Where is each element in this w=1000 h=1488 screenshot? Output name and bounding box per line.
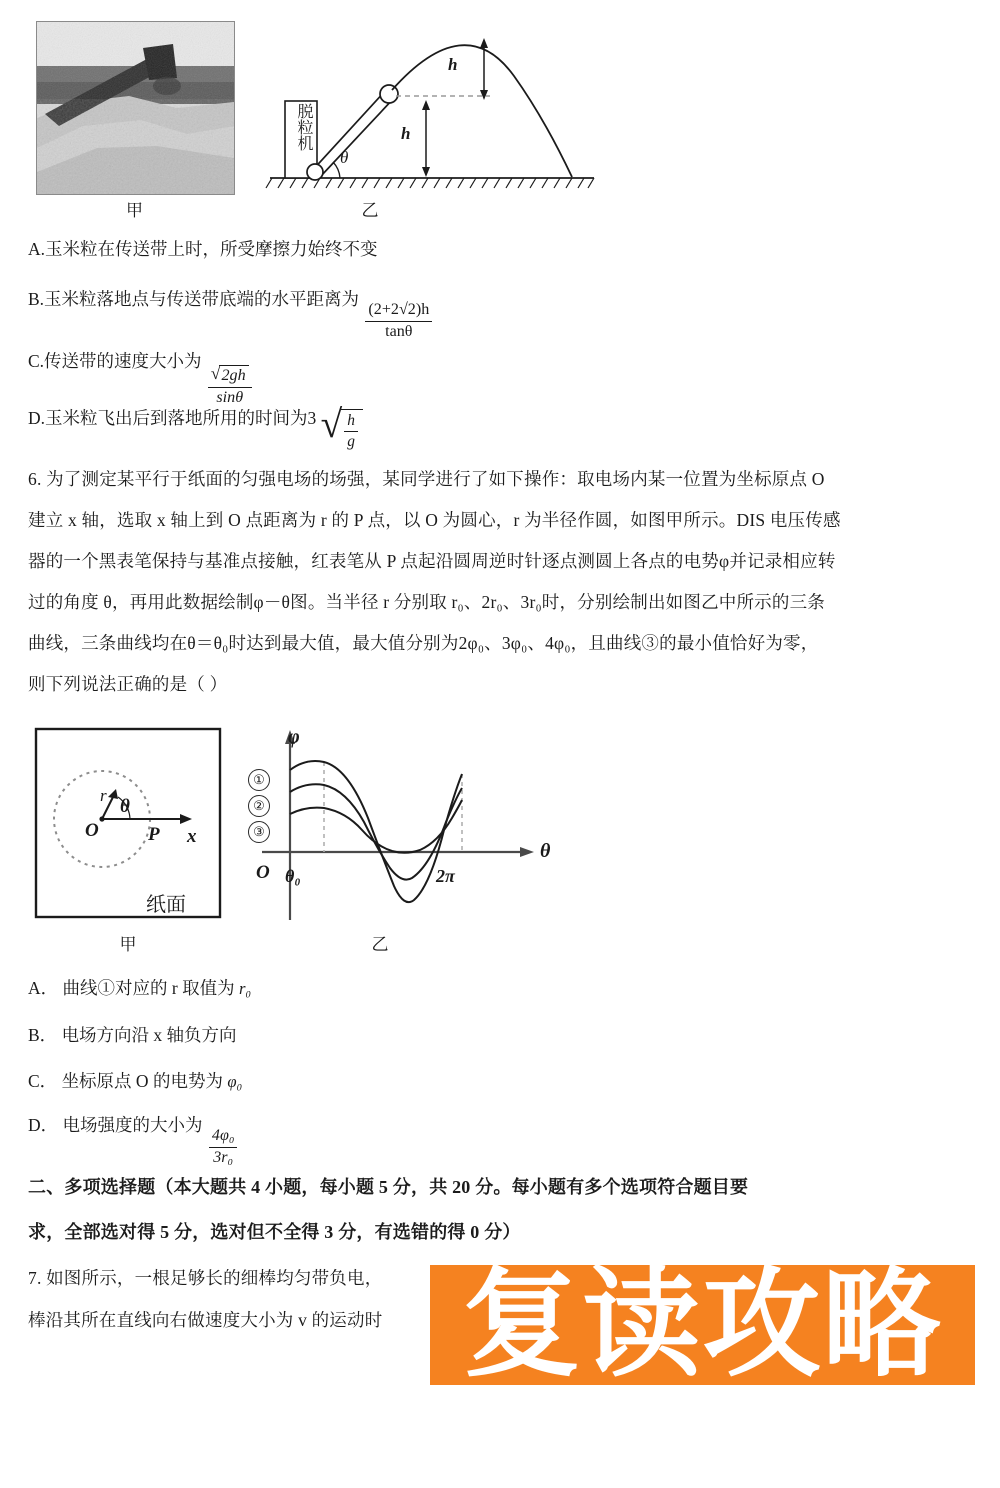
section-two-heading-line2: 求，全部选对得 5 分，选对但不全得 3 分，有选错的得 0 分）: [28, 1222, 521, 1242]
q5-option-c-fraction: [208, 363, 252, 408]
q5-option-d-fraction: [344, 412, 358, 451]
figure-jia-caption: 甲: [119, 935, 137, 954]
height-label-upper: h: [448, 55, 458, 74]
q5-option-a-text: A.玉米粒在传送带上时，所受摩擦力始终不变: [28, 239, 378, 259]
angle-theta-label-q5: θ: [340, 148, 349, 167]
q6-line-3: 器的一个黑表笔保持与基准点接触，红表笔从 P 点起沿圆周逆时针逐点测圆上各点的电势φ并记录相应转: [28, 551, 836, 571]
chart-curve-label-2: ②: [248, 795, 270, 817]
q6-option-b: [28, 1022, 237, 1048]
figure-yi-phi-theta-chart: [252, 722, 562, 930]
figure-jia-label-x: x: [187, 826, 197, 847]
sqrt-2gh: √ 2gh: [211, 365, 249, 386]
q6-line-1: 6. 为了测定某平行于纸面的匀强电场的场强，某同学进行了如下操作：取电场内某一位置为坐标原点 O: [28, 469, 825, 489]
q7-line-1: 7. 如图所示，一根足够长的细棒均匀带负电，: [28, 1268, 383, 1288]
q5-option-c-denominator: sinθ: [216, 388, 244, 406]
watermark-text: 复读攻略: [462, 1259, 943, 1391]
q6-option-b-text: 电场方向沿 x 轴负方向: [61, 1025, 237, 1045]
chart-curve-label-3: ③: [248, 821, 270, 843]
chart-tick-theta0: θ₀: [285, 866, 301, 886]
chart-curve-label-1: ①: [248, 769, 270, 791]
q6-line-2: 建立 x 轴，选取 x 轴上到 O 点距离为 r 的 P 点，以 O 为圆心，r 为半径作圆，如图甲所示。DIS 电压传感: [28, 510, 841, 530]
q5-option-b-denominator: tanθ: [385, 322, 413, 340]
q6-option-c-math: φ₀: [227, 1072, 243, 1091]
q6-line-4: 过的角度 θ，再用此数据绘制φ－θ图。当半径 r 分别取 r₀、2r₀、3r₀时，分别绘制出如图乙中所示的三条: [28, 592, 825, 612]
q5-option-d: [28, 402, 363, 451]
figure-yi-caption: 乙: [371, 935, 389, 954]
q5-option-d-numerator: h: [344, 412, 358, 432]
q6-option-d-numerator: 4φ₀: [209, 1127, 238, 1148]
q6-option-a-text: 曲线①对应的 r 取值为: [62, 978, 235, 998]
chart-tick-2pi: 2π: [436, 866, 455, 886]
figure-jia-label-P: P: [148, 824, 160, 845]
section-two-heading-line1: 二、多项选择题（本大题共 4 小题，每小题 5 分，共 20 分。每小题有多个选项符合题目要: [28, 1177, 749, 1197]
chart-origin-label: O: [256, 862, 270, 883]
q6-option-b-id: B．: [28, 1025, 58, 1045]
q6-option-a-math: r₀: [238, 979, 252, 998]
q5-option-b-numerator: (2+2√2)h: [365, 301, 432, 322]
q5-option-b: [28, 286, 434, 342]
q5-option-a: [28, 236, 378, 262]
q5-option-d-denominator: g: [347, 433, 355, 451]
machine-label: 脱粒机: [295, 103, 312, 151]
q5-option-c-numerator: [208, 363, 252, 388]
q5-option-c-text: C.传送带的速度大小为: [28, 351, 202, 371]
figure-q5-photo-caption: 甲: [126, 201, 143, 220]
chart-x-axis-label: θ: [540, 840, 551, 862]
thresher-photo: [36, 21, 235, 195]
q5-option-d-sqrt: √ $\frac{h}{g}$: [321, 409, 363, 451]
q6-option-d-id: D．: [28, 1115, 59, 1135]
q5-option-b-fraction: [365, 301, 432, 342]
q5-option-b-text: B.玉米粒落地点与传送带底端的水平距离为: [28, 289, 360, 309]
q6-option-d: [28, 1112, 239, 1168]
figure-q5-schematic-caption: 乙: [361, 201, 379, 220]
thresher-schematic: [262, 18, 602, 196]
q6-option-d-denominator: 3r₀: [213, 1148, 234, 1166]
figure-jia-circle-diagram: [34, 727, 222, 919]
q6-line-6: 则下列说法正确的是（ ）: [28, 674, 228, 694]
q6-option-d-text: 电场强度的大小为: [62, 1115, 203, 1135]
q6-option-d-fraction: [209, 1127, 238, 1168]
q6-option-a-id: A．: [28, 978, 59, 998]
q5-option-c: [28, 348, 254, 408]
figure-jia-label-paper: 纸面: [146, 894, 186, 916]
q6-option-c-text: 坐标原点 O 的电势为: [61, 1071, 223, 1091]
height-label-lower: h: [401, 124, 411, 143]
chart-y-axis-label: φ: [288, 726, 300, 748]
q5-option-d-text: D.玉米粒飞出后到落地所用的时间为3: [28, 408, 317, 428]
q6-option-a: [28, 975, 251, 1002]
figure-jia-label-r: r: [100, 786, 107, 805]
q7-line-2: 棒沿其所在直线向右做速度大小为 v 的运动时: [28, 1310, 383, 1330]
q6-option-c-id: C．: [28, 1071, 58, 1091]
figure-jia-label-theta: θ: [120, 796, 130, 817]
q6-option-c: [28, 1068, 242, 1095]
watermark-banner: [430, 1259, 975, 1391]
figure-jia-label-O: O: [85, 820, 99, 841]
q6-line-5: 曲线，三条曲线均在θ＝θ₀时达到最大值，最大值分别为2φ₀、3φ₀、4φ₀，且曲线③的最小值恰好为零，: [28, 633, 819, 653]
thresher-photo-art: [37, 22, 234, 194]
